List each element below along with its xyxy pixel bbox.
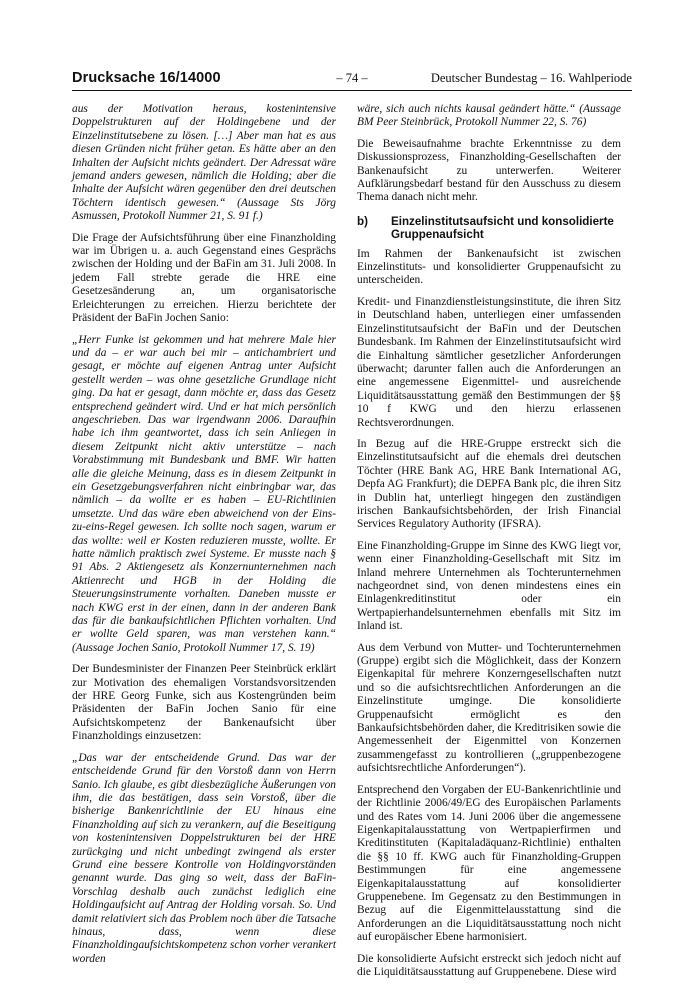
paragraph-einzelinstitute: Kredit- und Finanzdienstleistungsinstitute, die ihren Sitz in Deutschland haben, unterliegen einer umfassenden Einzelinstitutsaufsicht der BaFin und der Deutschen Bundesbank. Im Rahmen der Einzelinstitutsaufsicht wird die Einhaltung sämtlicher gesetzlicher Anforderungen überwacht; darunter fallen auch die Anforderungen an eine angemessene Eigenmittel- und ausreichende Liquiditätsausstattung gemäß den Bestimmungen der §§ 10 f KWG und den hierzu erlassenen Rechtsverordnungen.: [357, 295, 621, 429]
paragraph-verbund: Aus dem Verbund von Mutter- und Tochterunternehmen (Gruppe) ergibt sich die Möglichkeit, dass der Konzern Eigenkapital für mehrere Konzerngesellschaften nutzt und so die aufsichtsrechtlichen Anforderungen an die Einzelinstitute umginge. Die konsolidierte Gruppenaufsicht ermöglicht es den Bankaufsichtsbehörden daher, die Kreditrisiken sowie die Angemessenheit der Eigenmittel von Konzernen zusammengefasst zu kontrollieren („gruppenbezogene aufsichtsrechtliche Anforderungen“).: [357, 641, 621, 775]
page-header: [72, 70, 632, 88]
quote-sanio: „Herr Funke ist gekommen und hat mehrere Male hier und da – er war auch bei mir – antichambriert und gesagt, er möchte auf eigenen Antrag unter Aufsicht gestellt werden – was ohne gesetzliche Grundlage nicht ging. Da hat er gesagt, dann möchte er, dass das Gesetz entsprechend geändert wird. Und er hat mich persönlich angeschrieben. Das war irgendwann 2006. Daraufhin habe ich ihm geantwortet, dass ich sein Anliegen in diesem Zeitpunkt nicht aktiv unterstütze – nach Vorabstimmung mit Bundesbank und BMF. Wir hatten alle die gleiche Meinung, dass es in diesem Zeitpunkt in ein Gesetzgebungsverfahren nicht einbringbar war, das nämlich – da wollte er es haben – EU-Richtlinien umsetzte. Und das wäre eben abweichend von der Eins-zu-eins-Regel gewesen. Ich sollte noch sagen, warum er das wollte: weil er Kosten reduzieren musste, wollte. Er hatte nämlich praktisch zwei Systeme. Er musste nach § 91 Abs. 2 Aktiengesetz als Konzernunternehmen nach Aktienrecht und HGB in der Holding die Steuerungsinstrumente vorhalten. Daneben musste er nach KWG erst in der einen, dann in der anderen Bank das für die bankaufsichtlichen Pflichten vorhalten. Und er wollte Geld sparen, was man verstehen kann.“ (Aussage Jochen Sanio, Protokoll Nummer 17, S. 19): [72, 333, 336, 654]
section-heading: [357, 215, 621, 242]
section-number: b): [357, 214, 368, 228]
paragraph-eu-richtlinie: Entsprechend den Vorgaben der EU-Bankenrichtlinie und der Richtlinie 2006/49/EG des Europäischen Parlaments und des Rates vom 14. Juni 2006 über die angemessene Eigenkapitalausstattung von Wertpapierfirmen und Kreditinstituten (Kapitaladäquanz-Richtlinie) enthalten die §§ 10 ff. KWG auch für Finanzholding-Gruppen Bestimmungen für eine angemessene Eigenkapitalausstattung auf konsolidierter Gruppenebene. Im Gegensatz zu den Bestimmungen in Bezug auf die Eigenmittelausstattung sind die Anforderungen an die Liquiditätsausstattung noch nicht auf europäischer Ebene harmonisiert.: [357, 783, 621, 944]
institution-label: Deutscher Bundestag – 16. Wahlperiode: [430, 71, 632, 85]
left-column: [72, 103, 336, 974]
section-title: Einzelinstitutsaufsicht und konsolidierte Gruppenaufsicht: [391, 214, 614, 242]
paragraph-bankenaufsicht: Im Rahmen der Bankenaufsicht ist zwischen Einzelinstituts- und konsolidierter Gruppenaufsicht zu unterscheiden.: [357, 247, 621, 287]
quote-asmussen: aus der Motivation heraus, kostenintensive Doppelstrukturen auf der Holdingebene und der Einzelinstitutsebene zu lösen. […] Aber man hat es aus diesen Gründen nicht früher getan. Es hätte aber an den Inhalten der Aufsicht nichts geändert. Der Adressat wäre jemand anders gewesen, nämlich die Holding; aber die Inhalte der Aufsicht wären gegenüber den drei deutschen Töchtern identisch gewesen.“ (Aussage Sts Jörg Asmussen, Protokoll Nummer 21, S. 91 f.): [72, 103, 336, 223]
paragraph-liquiditaet: Die konsolidierte Aufsicht erstreckt sich jedoch nicht auf die Liquiditätsausstattung auf Gruppenebene. Diese wird: [357, 952, 621, 978]
paragraph-aufsichtsfuehrung: Die Frage der Aufsichtsführung über eine Finanzholding war im Übrigen u. a. auch Gegenstand eines Gesprächs zwischen der Holding und der BaFin am 31. Juli 2008. In jedem Fall strebte gerade die HRE eine Gesetzesänderung an, um organisatorische Erleichterungen zu erreichen. Hierzu berichtete der Präsident der BaFin Jochen Sanio:: [72, 231, 336, 325]
page-number: – 74 –: [336, 71, 368, 85]
quote-steinbrueck: „Das war der entscheidende Grund. Das war der entscheidende Grund für den Vorstoß dann von Herrn Sanio. Ich glaube, es gibt diesbezügliche Äußerungen von ihm, die das bestätigen, dass sein Vorstoß, über die bisherige Bankenrichtlinie der EU hinaus eine Finanzholding auf sich zu verankern, auf die Beseitigung von kostenintensiven Doppelstrukturen bei der HRE zurückging und nicht unbedingt zwingend als erster Grund eine bessere Kontrolle von Holdingvorständen genannt wurde. Das ging so weit, dass der BaFin-Vorschlag deshalb auch zunächst lediglich eine Holdingaufsicht auf Antrag der Holding vorsah. So. Und damit relativiert sich das Problem noch über die Tatsache hinaus, dass, wenn diese Finanzholdingaufsichtskompetenz schon vorher verankert worden: [72, 751, 336, 965]
header-rule: [72, 90, 632, 91]
paragraph-steinbrueck-intro: Der Bundesminister der Finanzen Peer Steinbrück erklärt zur Motivation des ehemaligen Vorstandsvorsitzenden der HRE Georg Funke, sich aus Kostengründen beim Präsidenten der BaFin Jochen Sanio für eine Aufsichtskompetenz der Bankenaufsicht über Finanzholdings einzusetzen:: [72, 663, 336, 743]
quote-steinbrueck-continued: wäre, sich auch nichts kausal geändert hätte.“ (Aussage BM Peer Steinbrück, Protokoll Nummer 22, S. 76): [357, 103, 621, 129]
paragraph-beweisaufnahme: Die Beweisaufnahme brachte Erkenntnisse zu dem Diskussionsprozess, Finanzholding-Gesellschaften der Bankenaufsicht zu unterwerfen. Weiterer Aufklärungsbedarf bestand für den Ausschuss zu diesem Thema danach nicht mehr.: [357, 137, 621, 204]
paragraph-finanzholding-gruppe: Eine Finanzholding-Gruppe im Sinne des KWG liegt vor, wenn einer Finanzholding-Gesellschaft mit Sitz im Inland mehrere Unternehmen als Tochterunternehmen nachgeordnet sind, von denen mindestens eines ein Einlagenkreditinstitut oder ein Wertpapierhandelsunternehmen ebenfalls mit Sitz im Inland ist.: [357, 539, 621, 633]
document-number: Drucksache 16/14000: [72, 70, 221, 86]
right-column: [357, 103, 621, 987]
paragraph-hre-gruppe: In Bezug auf die HRE-Gruppe erstreckt sich die Einzelinstitutsaufsicht auf die ehemals drei deutschen Töchter (HRE Bank AG, HRE Bank International AG, Depfa AG Frankfurt); die DEPFA Bank plc, die ihren Sitz in Dublin hat, unterliegt hingegen den zuständigen irischen Bankaufsichtsbehörden, der Irish Financial Services Regulatory Authority (IFSRA).: [357, 437, 621, 531]
